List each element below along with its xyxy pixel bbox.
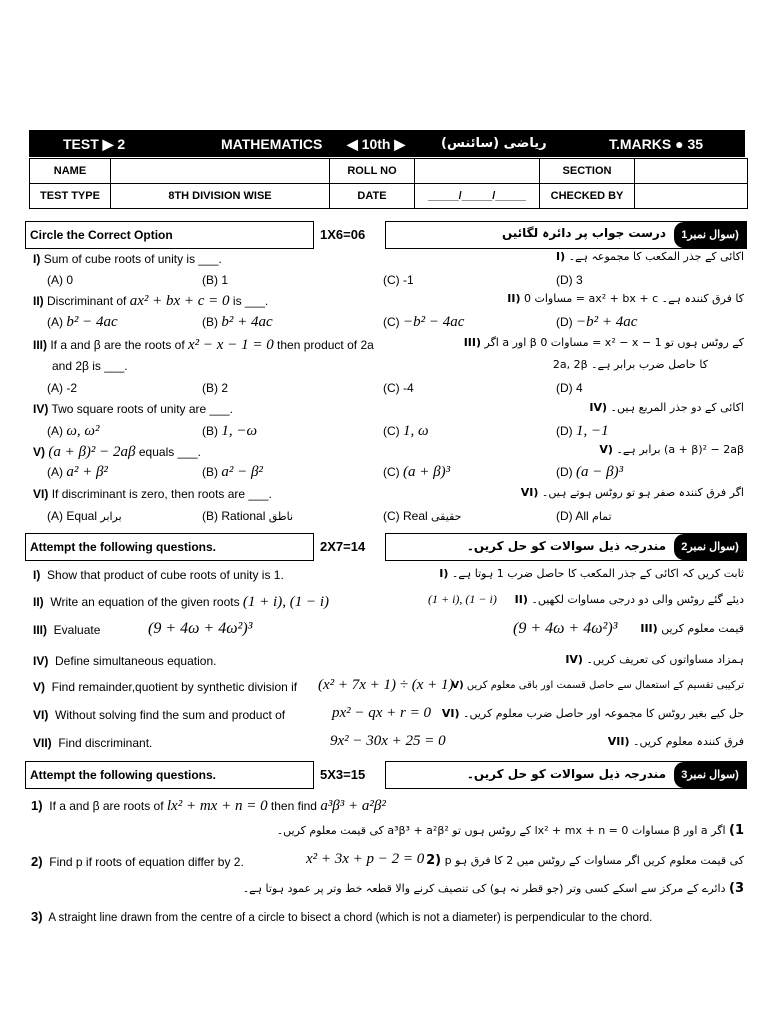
long-q-2-math: x² + 3x + p − 2 = 0 xyxy=(306,851,425,867)
section2-urdu-title: مندرجہ ذیل سوالات کو حل کریں۔ xyxy=(466,539,666,553)
mcq-3-urdu-line2: 2a, 2β کا حاصل ضرب برابر ہے۔ xyxy=(552,358,708,371)
mcq-6-option-b[interactable]: (B) Rational ناطق xyxy=(202,509,294,523)
section3-title-box xyxy=(25,761,314,789)
mcq-5-option-d[interactable]: (D) (a − β)³ xyxy=(556,464,624,480)
mcq-2-option-b[interactable]: (B) b² + 4ac xyxy=(202,314,273,330)
short-q-5: V) Find remainder,quotient by synthetic division if xyxy=(33,680,298,694)
class-label: ◀ 10th ▶ xyxy=(347,136,406,152)
mcq-5: V) (a + β)² − 2aβ equals ___. xyxy=(33,444,201,460)
short-q-3: III) Evaluate xyxy=(33,623,101,637)
mcq-1-option-d[interactable]: (D) 3 xyxy=(556,273,583,287)
short-q-6-math: px² − qx + r = 0 xyxy=(332,705,432,721)
mcq-4-urdu: IV) اکائی کے دو جذر المربع ہیں۔ xyxy=(589,401,744,414)
roll-label: ROLL NO xyxy=(330,159,415,184)
short-q-7-urdu: VII) فرق کنندہ معلوم کریں۔ xyxy=(607,735,744,748)
mcq-3-line2: and 2β is ___. xyxy=(52,359,128,373)
section1-title-box xyxy=(25,221,314,249)
date-field[interactable]: _____/_____/_____ xyxy=(415,184,540,209)
short-q-1: I) Show that product of cube roots of unity is 1. xyxy=(33,568,284,582)
mcq-3-option-c[interactable]: (C) -4 xyxy=(383,381,414,395)
mcq-5-urdu: V) برابر ہے۔ (a + β)² − 2aβ xyxy=(599,443,744,456)
section1-urdu-tag: سوال نمبر1) xyxy=(674,222,746,248)
section3-urdu-box xyxy=(385,761,747,789)
mcq-1-option-a[interactable]: (A) 0 xyxy=(47,273,74,287)
mcq-4-option-b[interactable]: (B) 1, −ω xyxy=(202,423,258,439)
mcq-6-option-c[interactable]: (C) Real حقیقی xyxy=(383,509,462,523)
mcq-2-option-a[interactable]: (A) b² − 4ac xyxy=(47,314,118,330)
subject-urdu: ریاضی (سائنس) xyxy=(441,136,547,151)
test-type-label: TEST TYPE xyxy=(30,184,111,209)
short-q-7: VII) Find discriminant. xyxy=(33,736,153,750)
section2-marks: 2X7=14 xyxy=(320,539,366,554)
roll-field[interactable] xyxy=(415,159,540,184)
checked-by-label: CHECKED BY xyxy=(540,184,635,209)
test-number: TEST ▶ 2 xyxy=(63,136,126,152)
mcq-1: I) Sum of cube roots of unity is ___. xyxy=(33,252,222,266)
name-field[interactable] xyxy=(111,159,330,184)
section3-urdu-tag: سوال نمبر3) xyxy=(674,762,746,788)
section2-title-box xyxy=(25,533,314,561)
mcq-1-option-c[interactable]: (C) -1 xyxy=(383,273,414,287)
short-q-2-urdu-math: (1 + i), (1 − i) xyxy=(428,592,497,606)
long-q-2-urdu: 2) p کی قیمت معلوم کریں اگر مساوات کے روٹس میں 2 کا فرق ہو xyxy=(426,853,744,868)
short-q-3-urdu-math: (9 + 4ω + 4ω²)³ xyxy=(513,620,618,637)
student-info-table xyxy=(29,158,748,209)
subject: MATHEMATICS xyxy=(221,136,323,152)
section3-marks: 5X3=15 xyxy=(320,767,366,782)
mcq-6-option-a[interactable]: (A) Equal برابر xyxy=(47,509,122,523)
mcq-4-option-c[interactable]: (C) 1, ω xyxy=(383,423,429,439)
section1-marks: 1X6=06 xyxy=(320,227,366,242)
mcq-1-option-b[interactable]: (B) 1 xyxy=(202,273,229,287)
test-type-value: 8TH DIVISION WISE xyxy=(111,184,330,209)
mcq-6: VI) If discriminant is zero, then roots are ___. xyxy=(33,487,272,501)
name-label: NAME xyxy=(30,159,111,184)
section-label: SECTION xyxy=(540,159,635,184)
short-q-7-math: 9x² − 30x + 25 = 0 xyxy=(330,733,446,749)
short-q-3-urdu: III) قیمت معلوم کریں xyxy=(640,622,744,635)
short-q-2-urdu: II) دیئے گئے روٹس والی دو درجی مساوات لکھیں۔ xyxy=(514,593,744,606)
short-q-6: VI) Without solving find the sum and product of xyxy=(33,708,286,722)
section1-title: Circle the Correct Option xyxy=(30,228,173,242)
mcq-3: III) If a and β are the roots of x² − x − 1 = 0 then product of 2a xyxy=(33,337,374,353)
section-field[interactable] xyxy=(635,159,748,184)
section1-urdu-title: درست جواب پر دائرہ لگائیں xyxy=(501,226,666,240)
short-q-2: II) Write an equation of the given roots (1 + i), (1 − i) xyxy=(33,594,329,610)
date-label: DATE xyxy=(330,184,415,209)
section3-title: Attempt the following questions. xyxy=(30,768,216,782)
mcq-2-option-c[interactable]: (C) −b² − 4ac xyxy=(383,314,465,330)
short-q-6-urdu: VI) حل کیے بغیر روٹس کا مجموعہ اور حاصل ضرب معلوم کریں۔ xyxy=(441,707,744,720)
mcq-4-option-d[interactable]: (D) 1, −1 xyxy=(556,423,609,439)
mcq-5-option-a[interactable]: (A) a² + β² xyxy=(47,464,108,480)
short-q-5-math: (x² + 7x + 1) ÷ (x + 1) xyxy=(318,677,454,693)
short-q-1-urdu: I) ثابت کریں کہ اکائی کے جذر المکعب کا حاصل ضرب 1 ہوتا ہے۔ xyxy=(439,567,744,580)
long-q-1-urdu: 1) اگر a اور β مساوات lx² + mx + n = 0 کے روٹس ہوں تو a³β³ + a²β² کی قیمت معلوم کریں۔ xyxy=(276,823,744,838)
mcq-5-option-c[interactable]: (C) (a + β)³ xyxy=(383,464,451,480)
mcq-4: IV) Two square roots of unity are ___. xyxy=(33,402,233,416)
mcq-2-option-d[interactable]: (D) −b² + 4ac xyxy=(556,314,638,330)
mcq-3-option-d[interactable]: (D) 4 xyxy=(556,381,583,395)
short-q-4: IV) Define simultaneous equation. xyxy=(33,654,217,668)
mcq-3-option-b[interactable]: (B) 2 xyxy=(202,381,229,395)
short-q-5-urdu: V) ترکیبی تقسیم کے استعمال سے حاصل قسمت اور باقی معلوم کریں xyxy=(451,680,744,691)
mcq-4-option-a[interactable]: (A) ω, ω² xyxy=(47,423,100,439)
total-marks: T.MARKS ● 35 xyxy=(609,136,704,152)
long-q-2: 2) Find p if roots of equation differ by 2. xyxy=(31,854,244,869)
section1-urdu-box xyxy=(385,221,747,249)
long-q-3-urdu: 3) دائرے کے مرکز سے اسکے کسی وتر (جو قطر نہ ہو) کی تنصیف کرنے والا قطعہ خط وتر پر عمود ہوتا ہے۔ xyxy=(242,881,744,896)
short-q-4-urdu: IV) ہمزاد مساواتوں کی تعریف کریں۔ xyxy=(565,653,744,666)
section3-urdu-title: مندرجہ ذیل سوالات کو حل کریں۔ xyxy=(466,767,666,781)
short-q-3-math: (9 + 4ω + 4ω²)³ xyxy=(148,620,253,637)
section2-urdu-tag: سوال نمبر2) xyxy=(674,534,746,560)
checked-by-field[interactable] xyxy=(635,184,748,209)
mcq-6-urdu: VI) اگر فرق کنندہ صفر ہو تو روٹس ہوتے ہیں۔ xyxy=(520,486,744,499)
mcq-1-urdu: I) اکائی کے جذر المکعب کا مجموعہ ہے۔ xyxy=(556,250,744,263)
long-q-3: 3) A straight line drawn from the centre of a circle to bisect a chord (which is not a diameter) is perpendicular to the chord. xyxy=(31,909,653,924)
mcq-2: II) Discriminant of ax² + bx + c = 0 is ___. xyxy=(33,293,269,309)
mcq-5-option-b[interactable]: (B) a² − β² xyxy=(202,464,263,480)
section2-title: Attempt the following questions. xyxy=(30,540,216,554)
mcq-2-urdu: II) مساوات 0 = ax² + bx + c کا فرق کنندہ ہے۔ xyxy=(507,292,744,305)
long-q-1: 1) If a and β are roots of lx² + mx + n = 0 then find a³β³ + a²β² xyxy=(31,798,386,814)
header-bar xyxy=(29,130,745,157)
section2-urdu-box xyxy=(385,533,747,561)
mcq-6-option-d[interactable]: (D) All تمام xyxy=(556,509,612,523)
mcq-3-urdu: III) اگر a اور β مساوات 0 = x² − x − 1 کے روٹس ہوں تو xyxy=(463,336,744,349)
mcq-3-option-a[interactable]: (A) -2 xyxy=(47,381,77,395)
